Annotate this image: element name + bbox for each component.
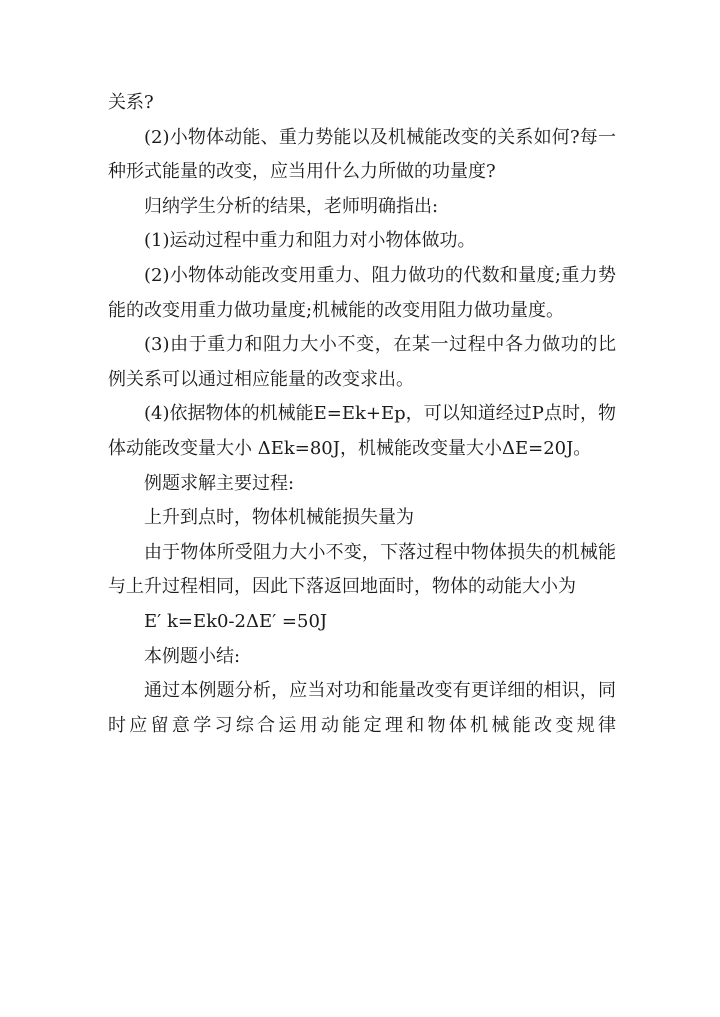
- paragraph-teacher-summary: 归纳学生分析的结果，老师明确指出:: [144, 195, 439, 217]
- paragraph-solution-heading: 例题求解主要过程:: [144, 472, 295, 494]
- paragraph-point-4: (4)依据物体的机械能E=Ek+Ep，可以知道经过P点时，物体动能改变量大小 ΔEk=80J，机械能改变量大小ΔE=20J。: [108, 403, 616, 459]
- paragraph-summary-text: 通过本例题分析，应当对功和能量改变有更详细的相识，同时应留意学习综合运用动能定理和物体机械能改变规律: [108, 680, 616, 736]
- paragraph-point-3: (3)由于重力和阻力大小不变，在某一过程中各力做功的比例关系可以通过相应能量的改变求出。: [108, 334, 616, 390]
- paragraph-point-2: (2)小物体动能改变用重力、阻力做功的代数和量度;重力势能的改变用重力做功量度;机械能的改变用阻力做功量度。: [108, 264, 616, 321]
- paragraph-point-1: (1)运动过程中重力和阻力对小物体做功。: [144, 230, 476, 252]
- paragraph-question-2: (2)小物体动能、重力势能以及机械能改变的关系如何?每一种形式能量的改变，应当用什么力所做的功量度?: [108, 126, 616, 183]
- paragraph-formula: E′ k=Ek0-2ΔE′ =50J: [144, 610, 328, 632]
- paragraph-descent-analysis: 由于物体所受阻力大小不变，下落过程中物体损失的机械能与上升过程相同，因此下落返回地面时，物体的动能大小为: [108, 541, 616, 598]
- paragraph-energy-loss: 上升到点时，物体机械能损失量为: [144, 507, 414, 529]
- document-body: [108, 86, 616, 743]
- paragraph-relation-question: 关系?: [108, 92, 154, 113]
- paragraph-summary-heading: 本例题小结:: [144, 645, 241, 667]
